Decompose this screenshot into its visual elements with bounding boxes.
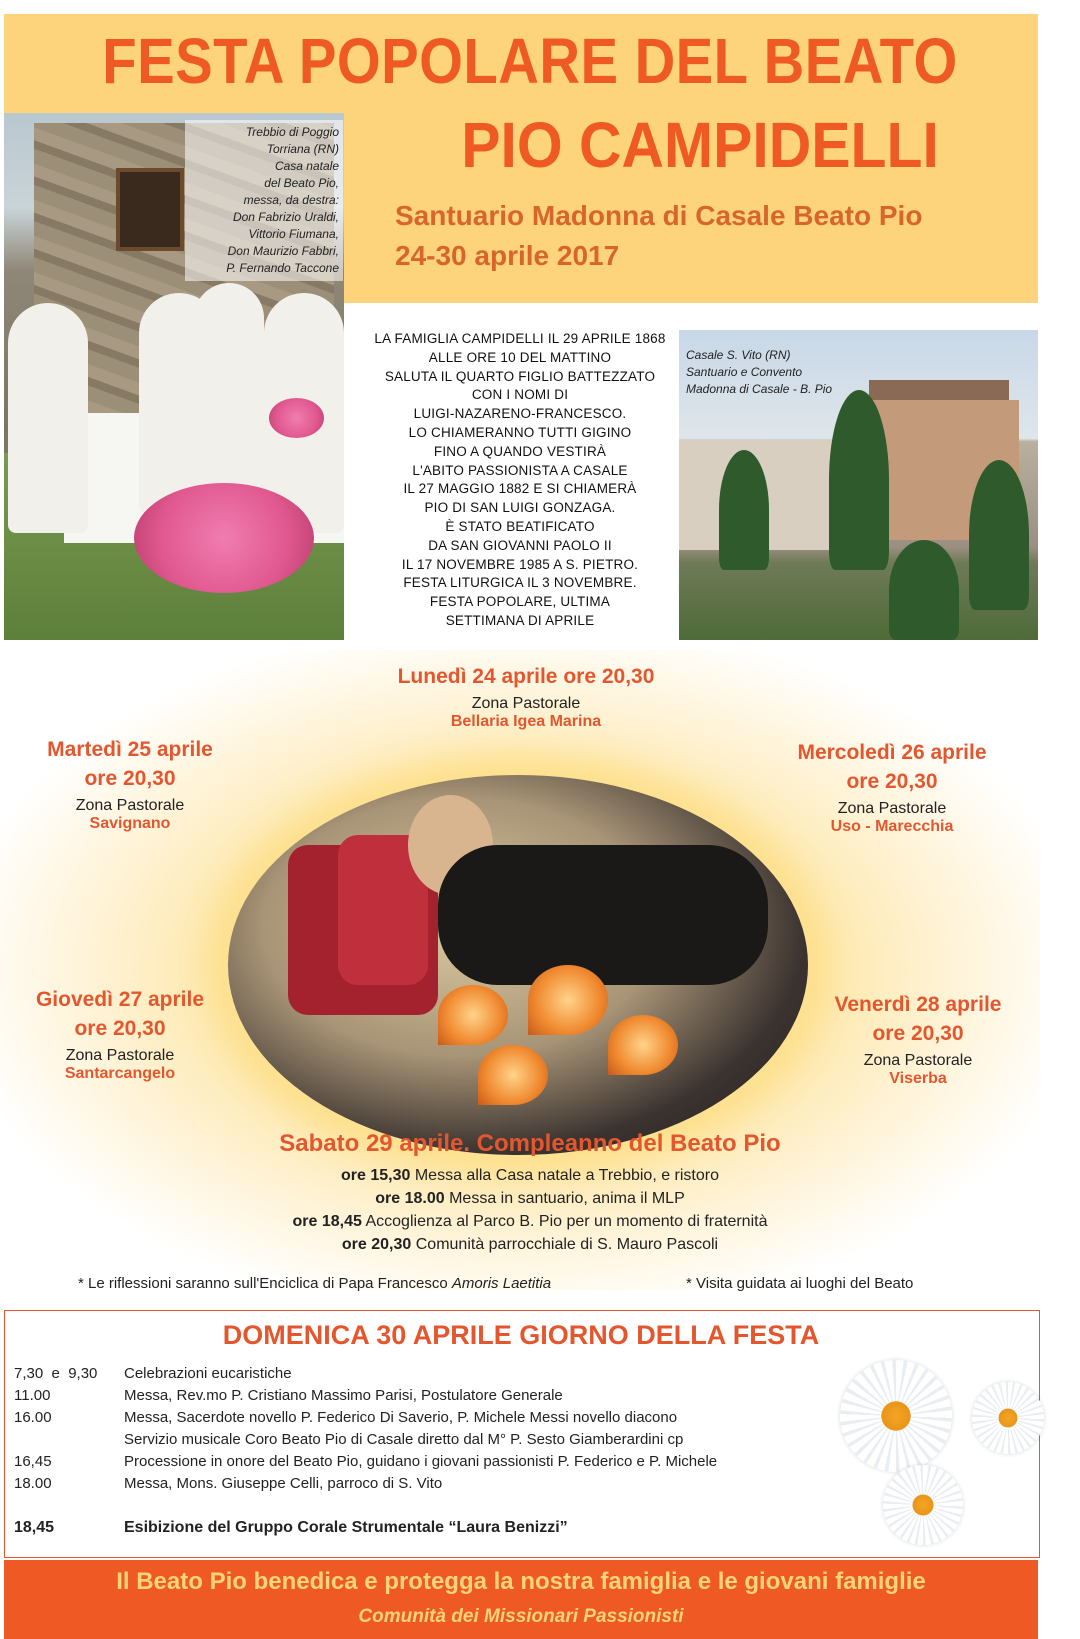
sunday-title: DOMENICA 30 APRILE GIORNO DELLA FESTA bbox=[222, 1320, 820, 1350]
biography-text: LA FAMIGLIA CAMPIDELLI IL 29 APRILE 1868 ALLE ORE 10 DEL MATTINO SALUTA IL QUARTO FIGLIO BATTEZZATO CON I NOMI DI LUIGI-NAZARENO-FRANCESCO. LO CHIAMERANNO TUTTI GIGINO FINO A QUANDO VESTIRÀ L'ABITO PASSIONISTA A CASALE IL 27 MAGGIO 1882 E SI CHIAMERÀ PIO DI SAN LUIGI GONZAGA. È STATO BEATIFICATO DA SAN GIOVANNI PAOLO II IL 17 NOVEMBRE 1985 A S. PIETRO. FESTA LITURGICA IL 3 NOVEMBRE. FESTA POPOLARE, ULTIMA SETTIMANA DI APRILE bbox=[374, 331, 666, 628]
wednesday-zone-label: Zona Pastorale bbox=[837, 800, 947, 817]
daisy-flower-icon bbox=[972, 1382, 1044, 1454]
priest-figure bbox=[8, 303, 88, 533]
thursday-zone-label: Zona Pastorale bbox=[65, 1047, 175, 1064]
friday-time: ore 20,30 bbox=[872, 1022, 964, 1045]
footer-community: Comunità dei Missionari Passionisti bbox=[358, 1606, 684, 1627]
table-row: 16,45 Processione in onore del Beato Pio, guidano i giovani passionisti P. Federico e P. Michele bbox=[14, 1453, 718, 1470]
list-item: ore 18,45 Accoglienza al Parco B. Pio per un momento di fraternità bbox=[292, 1213, 768, 1230]
schedule-thursday bbox=[0, 985, 250, 1083]
event-dates: 24-30 aprile 2017 bbox=[395, 240, 620, 271]
hydrangea-flowers bbox=[134, 483, 314, 593]
friday-zone-label: Zona Pastorale bbox=[863, 1052, 973, 1069]
schedule-wednesday bbox=[762, 738, 1022, 836]
tuesday-title: Martedì 25 aprile bbox=[47, 738, 213, 761]
wednesday-title: Mercoledì 26 aprile bbox=[797, 741, 987, 764]
photo-church-caption: Casale S. Vito (RN) Santuario e Convento Madonna di Casale - B. Pio bbox=[686, 348, 833, 396]
tree bbox=[719, 450, 769, 570]
page-title-name: PIO CAMPIDELLI bbox=[461, 109, 939, 181]
lily-flower bbox=[438, 985, 508, 1045]
lily-flower bbox=[478, 1045, 548, 1105]
event-location: Santuario Madonna di Casale Beato Pio bbox=[395, 200, 923, 231]
table-row: 16.00 Messa, Sacerdote novello P. Federico Di Saverio, P. Michele Messi novello diacono bbox=[14, 1409, 678, 1426]
saturday-schedule bbox=[200, 1164, 860, 1256]
monday-title: Lunedì 24 aprile ore 20,30 bbox=[397, 665, 655, 688]
thursday-title: Giovedì 27 aprile bbox=[35, 988, 205, 1011]
lily-flower bbox=[608, 1015, 678, 1075]
saturday-title: Sabato 29 aprile. Compleanno del Beato Pio bbox=[279, 1130, 781, 1157]
footnote-guided-visit: * Visita guidata ai luoghi del Beato bbox=[686, 1275, 914, 1292]
pink-flowers bbox=[269, 398, 324, 438]
tuesday-zone-label: Zona Pastorale bbox=[75, 797, 185, 814]
photo-beato-pio-relic bbox=[228, 775, 808, 1155]
monday-zone-label: Zona Pastorale bbox=[471, 695, 581, 712]
lily-flower bbox=[528, 965, 608, 1035]
table-row: 11.00 Messa, Rev.mo P. Cristiano Massimo Parisi, Postulatore Generale bbox=[14, 1387, 563, 1404]
wednesday-place: Uso - Marecchia bbox=[830, 818, 954, 835]
sunday-highlight-row bbox=[14, 1519, 794, 1537]
table-row: 7,30 e 9,30 Celebrazioni eucaristiche bbox=[14, 1365, 292, 1382]
photo-mass-caption: Trebbio di Poggio Torriana (RN) Casa natale del Beato Pio, messa, da destra: Don Fabrizio Uraldi, Vittorio Fiumana, Don Maurizio Fabbri, P. Fernando Taccone bbox=[185, 120, 343, 281]
monday-place: Bellaria Igea Marina bbox=[450, 713, 602, 730]
list-item: ore 18.00 Messa in santuario, anima il MLP bbox=[375, 1190, 685, 1207]
friday-title: Venerdì 28 aprile bbox=[834, 993, 1002, 1016]
friday-place: Viserba bbox=[889, 1070, 947, 1087]
highlight-time: 18,45 bbox=[14, 1519, 55, 1536]
sunday-schedule bbox=[14, 1363, 794, 1495]
tree bbox=[829, 390, 889, 570]
schedule-monday bbox=[396, 662, 656, 731]
tuesday-time: ore 20,30 bbox=[84, 767, 176, 790]
footer-blessing: Il Beato Pio benedica e protegga la nostra famiglia e le giovani famiglie bbox=[116, 1568, 926, 1595]
thursday-time: ore 20,30 bbox=[74, 1017, 166, 1040]
thursday-place: Santarcangelo bbox=[64, 1065, 176, 1082]
schedule-tuesday bbox=[0, 735, 260, 833]
page-title: FESTA POPOLARE DEL BEATO bbox=[102, 25, 958, 97]
table-row: 18.00 Messa, Mons. Giuseppe Celli, parroco di S. Vito bbox=[14, 1475, 443, 1492]
daisy-flower-icon bbox=[840, 1360, 952, 1472]
tuesday-place: Savignano bbox=[89, 815, 171, 832]
schedule-friday bbox=[788, 990, 1048, 1088]
figure-robe bbox=[438, 845, 768, 985]
daisy-flower-icon bbox=[883, 1465, 963, 1545]
wednesday-time: ore 20,30 bbox=[846, 770, 938, 793]
tree bbox=[969, 460, 1029, 610]
priest-figure bbox=[194, 283, 264, 513]
table-row: Servizio musicale Coro Beato Pio di Casale diretto dal M° P. Sesto Giamberardini cp bbox=[124, 1431, 684, 1448]
list-item: ore 20,30 Comunità parrocchiale di S. Mauro Pascoli bbox=[341, 1236, 719, 1253]
tree bbox=[889, 540, 959, 640]
list-item: ore 15,30 Messa alla Casa natale a Trebbio, e ristoro bbox=[341, 1167, 719, 1184]
footnote-reflections: * Le riflessioni saranno sull'Enciclica di Papa Francesco Amoris Laetitia bbox=[78, 1275, 552, 1292]
highlight-text: Esibizione del Gruppo Corale Strumentale “Laura Benizzi” bbox=[124, 1519, 568, 1536]
house-window bbox=[116, 168, 184, 251]
